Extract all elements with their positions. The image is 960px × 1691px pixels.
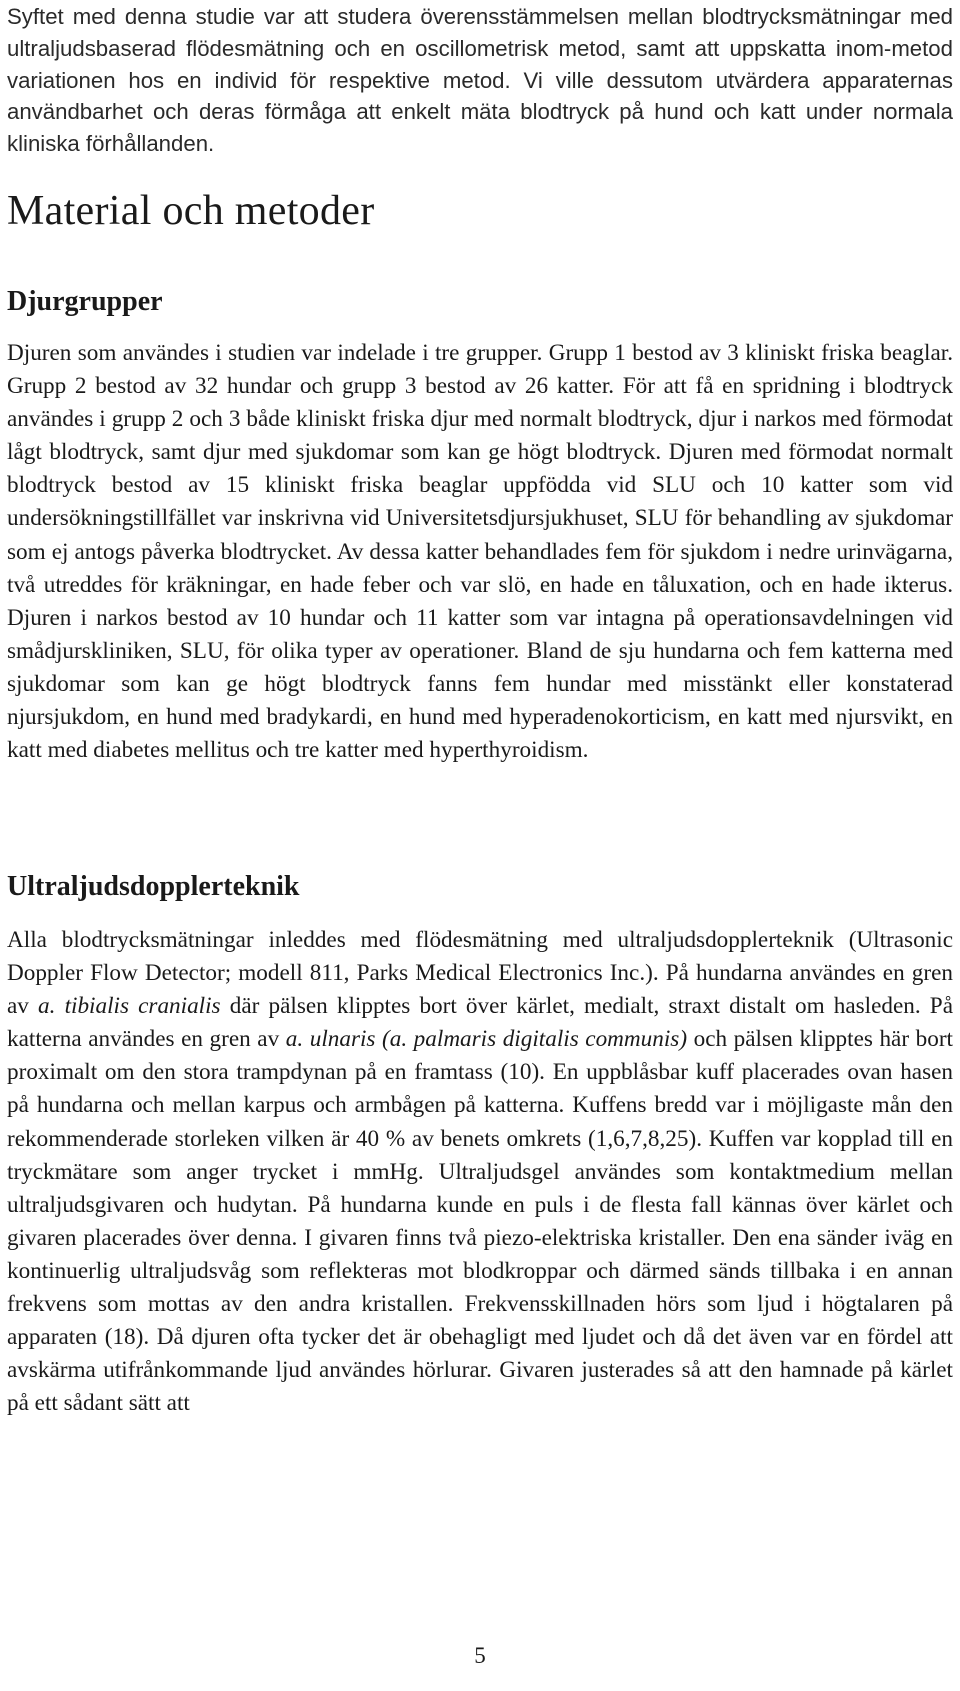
ultraljud-text-part-2: där pälsen klipptes bort över kärlet, medialt, straxt distalt om hasleden. På katterna användes en gren av	[7, 993, 953, 1053]
ultraljud-text-part-3: och pälsen klipptes här bort proximalt om den stora trampdynan på en framtass (10). En uppblåsbar kuff placerades ovan hasen på hundarna och mellan karpus och armbågen på katterna. Kuffens bredd var i möjligaste mån den rekommenderade storleken vilken är 40 % av benets omkrets (1,6,7,8,25). Kuffen var kopplad till en tryckmätare som anger trycket i mmHg. Ultraljudsgel användes som kontaktmedium mellan ultraljudsgivaren och hudytan. På hundarna kunde en puls i de flesta fall kännas över kärlet och givaren placerades över denna. I givaren finns två piezo-elektriska kristaller. Den ena sänder iväg en kontinuerlig ultraljudsvåg som reflekteras mot blodkroppar och därmed sänds tillbaka i en annan frekvens som mottas av den andra kristallen. Frekvensskillnaden hörs som ljud i högtalaren på apparaten (18). Då djuren ofta tycker det är obehagligt med ljudet och då det även var en fördel att avskärma utifrånkommande ljud användes hörlurar. Givaren justerades så att den hamnade på kärlet på ett sådant sätt att	[7, 1026, 953, 1417]
djurgrupper-paragraph: Djuren som användes i studien var indelade i tre grupper. Grupp 1 bestod av 3 kliniskt friska beaglar. Grupp 2 bestod av 32 hundar och grupp 3 bestod av 26 katter. För att få en spridning i blodtryck användes i grupp 2 och 3 både kliniskt friska djur med normalt blodtryck, djur i narkos med förmodat lågt blodtryck, samt djur med sjukdomar som kan ge högt blodtryck. Djuren med förmodat normalt blodtryck bestod av 15 kliniskt friska beaglar uppfödda vid SLU och 10 katter som vid undersökningstillfället var inskrivna vid Universitetsdjursjukhuset, SLU för behandling av sjukdomar som ej antogs påverka blodtrycket. Av dessa katter behandlades fem för sjukdom i nedre urinvägarna, två utreddes för kräkningar, en hade feber och var slö, en hade en tåluxation, och en hade ikterus. Djuren i narkos bestod av 10 hundar och 11 katter som var intagna på operationsavdelningen vid smådjurskliniken, SLU, för olika typer av operationer. Bland de sju hundarna och fem katterna med sjukdomar som kan ge högt blodtryck fanns fem hundar med misstänkt eller konstaterad njursjukdom, en hund med bradykardi, en hund med hyperadenokorticism, en katt med njursvikt, en katt med diabetes mellitus och tre katter med hyperthyroidism.	[7, 340, 953, 764]
ultraljud-text-part-1: Alla blodtrycksmätningar inleddes med flödesmätning med ultraljudsdopplerteknik (Ultrasonic Doppler Flow Detector; modell 811, Parks Medical Electronics Inc.). På hundarna användes en gren av	[7, 927, 953, 1020]
section-heading: Material och metoder	[7, 188, 375, 234]
document-page	[7, 0, 953, 1691]
ultraljud-latin-term-2: a. ulnaris (a. palmaris digitalis communis)	[285, 1026, 688, 1053]
subheading-ultraljudsdopplerteknik: Ultraljudsdopplerteknik	[7, 871, 300, 902]
ultraljud-latin-term-1: a. tibialis cranialis	[38, 993, 221, 1020]
ultraljud-paragraph	[7, 924, 953, 1420]
subheading-djurgrupper: Djurgrupper	[7, 286, 163, 317]
intro-paragraph: Syftet med denna studie var att studera överensstämmelsen mellan blodtrycksmätningar med ultraljudsbaserad flödesmätning och en oscillometrisk metod, samt att uppskatta inom-metod variationen hos en individ för respektive metod. Vi ville dessutom utvärdera apparaternas användbarhet och deras förmåga att enkelt mäta blodtryck på hund och katt under normala kliniska förhållanden.	[7, 4, 953, 157]
page-number: 5	[474, 1643, 486, 1668]
